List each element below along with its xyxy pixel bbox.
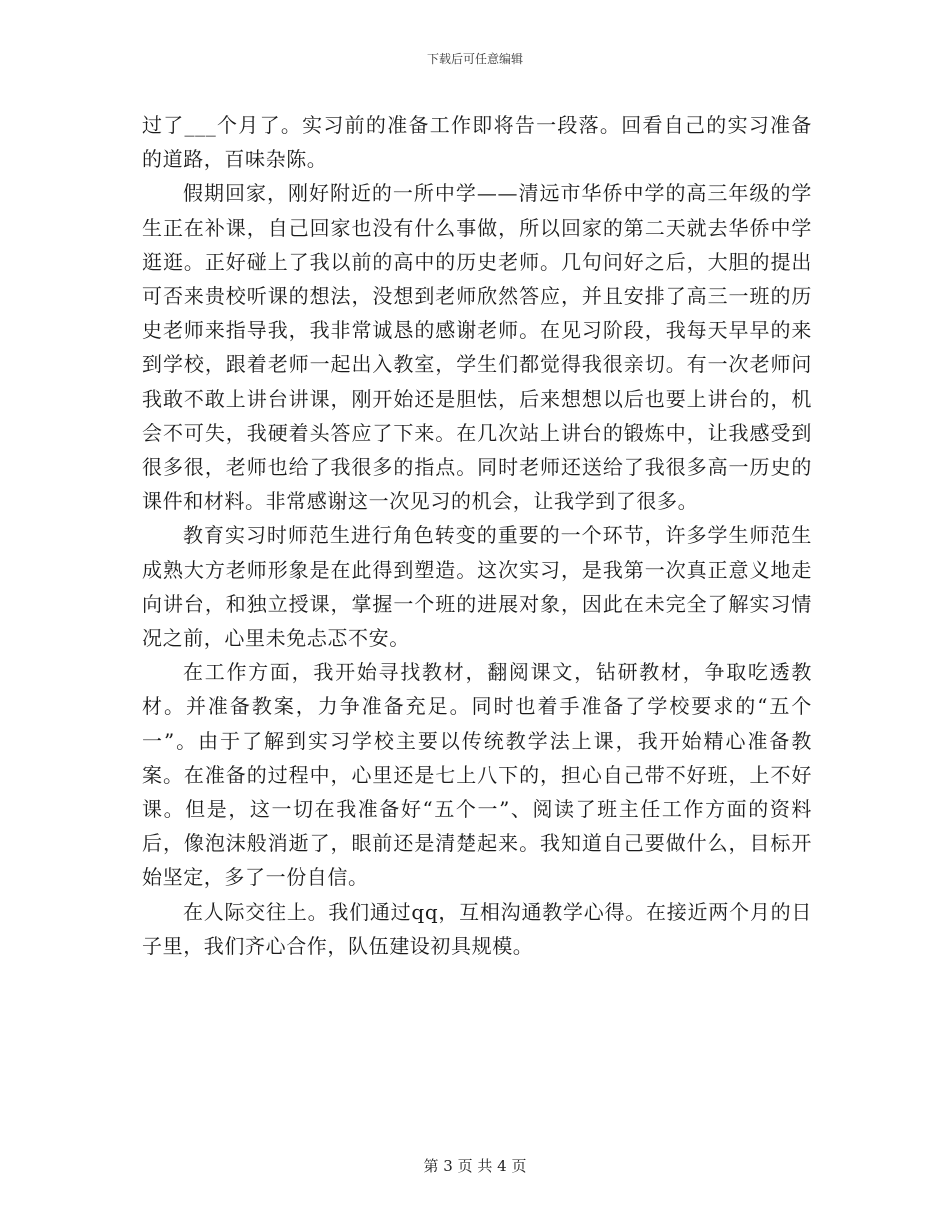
body-text: [142, 108, 812, 963]
paragraph-1: 过了___个月了。实习前的准备工作即将告一段落。回看自己的实习准备的道路，百味杂陈。: [142, 113, 812, 172]
paragraph-5: 在人际交往上。我们通过qq，互相沟通教学心得。在接近两个月的日子里，我们齐心合作，队伍建设初具规模。: [142, 899, 812, 958]
page-number-footer: 第 3 页 共 4 页: [423, 1157, 527, 1175]
paragraph-2: 假期回家，刚好附近的一所中学——清远市华侨中学的高三年级的学生正在补课，自己回家也没有什么事做，所以回家的第二天就去华侨中学逛逛。正好碰上了我以前的高中的历史老师。几句问好之后，大胆的提出可否来贵校听课的想法，没想到老师欣然答应，并且安排了高三一班的历史老师来指导我，我非常诚恳的感谢老师。在见习阶段，我每天早早的来到学校，跟着老师一起出入教室，学生们都觉得我很亲切。有一次老师问我敢不敢上讲台讲课，刚开始还是胆怯，后来想想以后也要上讲台的，机会不可失，我硬着头答应了下来。在几次站上讲台的锻炼中，让我感受到很多很，老师也给了我很多的指点。同时老师还送给了我很多高一历史的课件和材料。非常感谢这一次见习的机会，让我学到了很多。: [142, 181, 812, 514]
paragraph-4: 在工作方面，我开始寻找教材，翻阅课文，钻研教材，争取吃透教材。并准备教案，力争准备充足。同时也着手准备了学校要求的“五个一”。由于了解到实习学校主要以传统教学法上课，我开始精心准备教案。在准备的过程中，心里还是七上八下的，担心自己带不好班，上不好课。但是，这一切在我准备好“五个一”、阅读了班主任工作方面的资料后，像泡沫般消逝了，眼前还是清楚起来。我知道自己要做什么，目标开始坚定，多了一份自信。: [142, 660, 812, 890]
page-header: 下载后可任意编辑: [426, 52, 523, 66]
paragraph-3: 教育实习时师范生进行角色转变的重要的一个环节，许多学生师范生成熟大方老师形象是在此得到塑造。这次实习，是我第一次真正意义地走向讲台，和独立授课，掌握一个班的进展对象，因此在未完全了解实习情况之前，心里未免忐忑不安。: [142, 523, 812, 651]
